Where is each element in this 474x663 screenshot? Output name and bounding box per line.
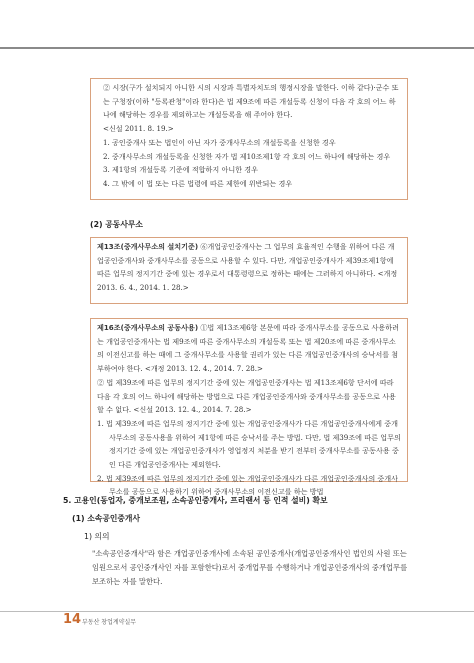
article-13-title: 제13조(중개사무소의 설치기준)	[97, 242, 199, 251]
article-13-text: ⑥개업공인중개사는 그 업무의 효율적인 수행을 위하여 다른 개업공인중개사와 중개사무소를 공동으로 사용할 수 있다. 다만, 개업공인중개사가 제39조제1항에 따른 업무의 정지기간 중에 있는 경우로서 대통령령으로 정하는 때에는 그러하지 아니하다. <개정 2013. 6. 4., 2014. 1. 28.>	[97, 242, 398, 293]
law-item-1: 1. 공인중개사 또는 법인이 아닌 자가 중개사무소의 개설등록을 신청한 경우	[103, 137, 336, 147]
page-number: 14	[63, 612, 82, 627]
article-16-title: 제16조(중개사무소의 공동사용)	[97, 323, 199, 332]
section-heading-employees: 5. 고용인(동업자, 중개보조원, 소속공인중개사, 프리랜서 등 인적 설비) 확보	[63, 496, 328, 505]
book-title: 부동산 창업계약실무	[82, 619, 137, 626]
article-16-text: ①법 제13조제6항 본문에 따라 중개사무소를 공동으로 사용하려는 개업공인중개사는 법 제9조에 따른 중개사무소의 개설등록 또는 법 제20조에 따른 중개사무소의 이전신고를 하는 때에 그 중개사무소를 사용할 권리가 있는 다른 개업공인중개사의 승낙서를 첨부하여야 한다. <개정 2013. 12. 4., 2014. 7. 28.>	[97, 323, 399, 374]
law-box-registration	[90, 78, 408, 200]
definition-text: "소속공인중개사"라 함은 개업공인중개사에 소속된 공인중개사(개업공인중개사인 법인의 사원 또는 임원으로서 공인중개사인 자를 포함한다)로서 중개업무를 수행하거나 개업공인중개사의 중개업무를 보조하는 자를 말한다.	[92, 549, 408, 587]
article-16-item-2: 2. 법 제39조에 따른 업무의 정지기간 중에 있는 개업공인중개사가 다른 개업공인중개사의 중개사무소를 공동으로 사용하기 위하여 중개사무소의 이전신고를 하는 방법	[97, 473, 398, 497]
law-item-3: 3. 제1항의 개설등록 기준에 적합하지 아니한 경우	[103, 165, 259, 175]
law-paragraph-2: ② 시장(구가 설치되지 아니한 시의 시장과 특별자치도의 행정시장을 말한다. 이하 같다)·군수 또는 구청장(이하 "등록관청"이라 한다)은 법 제9조에 따른 개설등록 신청이 다음 각 호의 어느 하나에 해당하는 경우를 제외하고는 개설등록을 해 주어야 한다.	[103, 83, 399, 120]
article-16-paragraph-2: ② 법 제39조에 따른 업무의 정지기간 중에 있는 개업공인중개사는 법 제13조제6항 단서에 따라 다음 각 호의 어느 하나에 해당하는 방법으로 다른 개업공인중개사와 중개사무소를 공동으로 사용할 수 없다. <신설 2013. 12. 4., 2014. 7. 28.>	[97, 377, 396, 415]
article-16-item-1: 1. 법 제39조에 따른 업무의 정지기간 중에 있는 개업공인중개사가 다른 개업공인중개사에게 중개사무소의 공동사용을 위하여 제1항에 따른 승낙서를 주는 방법. 다만, 법 제39조에 따른 업무의 정지기간 중에 있는 개업공인중개사가 영업정지 처분을 받기 전부터 중개사무소를 공동사용 중인 다른 개업공인중개사는 제외한다.	[97, 418, 401, 470]
law-box-article-13	[90, 237, 408, 304]
article-16-paragraph-1	[97, 321, 401, 376]
law-amendment-note: <신설 2011. 8. 19.>	[103, 124, 174, 134]
law-item-2: 2. 중개사무소의 개설등록을 신청한 자가 법 제10조제1항 각 호의 어느 하나에 해당하는 경우	[103, 151, 391, 161]
header-rule	[0, 47, 474, 49]
definition-paragraph	[92, 547, 408, 590]
section-heading-definition: 1) 의의	[84, 532, 110, 541]
section-heading-affiliated-agent: (1) 소속공인중개사	[72, 514, 140, 523]
section-heading-joint-office: (2) 공동사무소	[90, 220, 143, 229]
law-item-4: 4. 그 밖에 이 법 또는 다른 법령에 따른 제한에 위반되는 경우	[103, 178, 293, 188]
article-13-paragraph	[97, 240, 401, 295]
law-box-article-16	[90, 318, 408, 497]
